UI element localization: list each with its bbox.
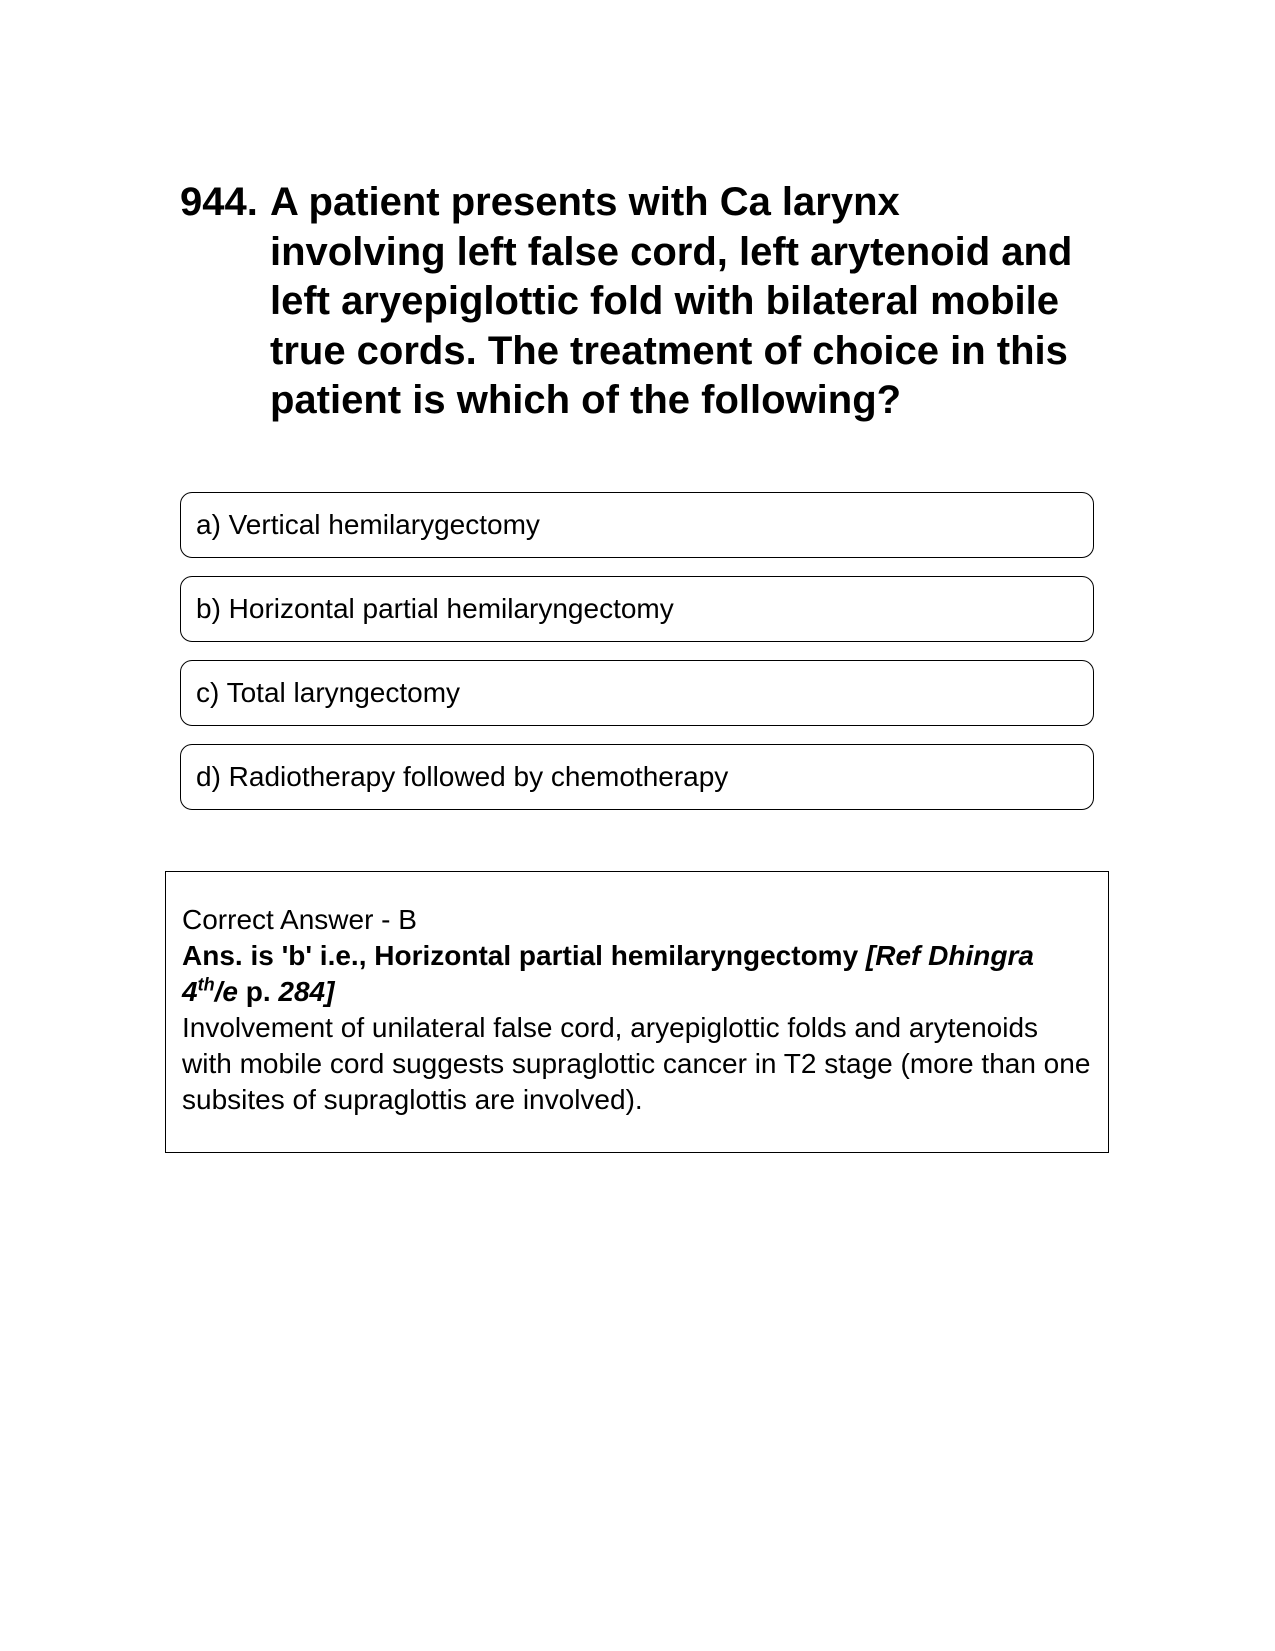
- reference-edition: /e: [214, 976, 238, 1007]
- answer-box: [165, 871, 1109, 1153]
- reference-page-number: 284]: [278, 976, 335, 1007]
- explanation: Involvement of unilateral false cord, aryepiglottic folds and arytenoids with mobile cord suggests supraglottic cancer in T2 stage (more than one subsites of supraglottis are involved).: [182, 1012, 1091, 1115]
- reference-superscript: th: [197, 974, 215, 995]
- option-b-label: b) Horizontal partial hemilaryngectomy: [196, 593, 674, 624]
- question-number: 944.: [180, 180, 258, 224]
- option-d[interactable]: [180, 744, 1094, 810]
- option-a-label: a) Vertical hemilarygectomy: [196, 509, 540, 540]
- question-text: A patient presents with Ca larynx involving left false cord, left arytenoid and left aryepiglottic fold with bilateral mobile true cords. The treatment of choice in this patient is which of the following?: [270, 180, 1073, 422]
- answer-statement: [182, 938, 1093, 1010]
- reference-page-label: p.: [237, 976, 279, 1007]
- option-c[interactable]: [180, 660, 1094, 726]
- reference-open: [Ref Dhingra 4: [182, 940, 1034, 1007]
- answer-bold-text: Ans. is 'b' i.e., Horizontal partial hemilaryngectomy: [182, 940, 866, 971]
- option-d-label: d) Radiotherapy followed by chemotherapy: [196, 761, 729, 792]
- option-a[interactable]: [180, 492, 1094, 558]
- option-b[interactable]: [180, 576, 1094, 642]
- question: [180, 178, 1080, 426]
- correct-answer: Correct Answer - B: [182, 904, 417, 935]
- option-c-label: c) Total laryngectomy: [196, 677, 461, 708]
